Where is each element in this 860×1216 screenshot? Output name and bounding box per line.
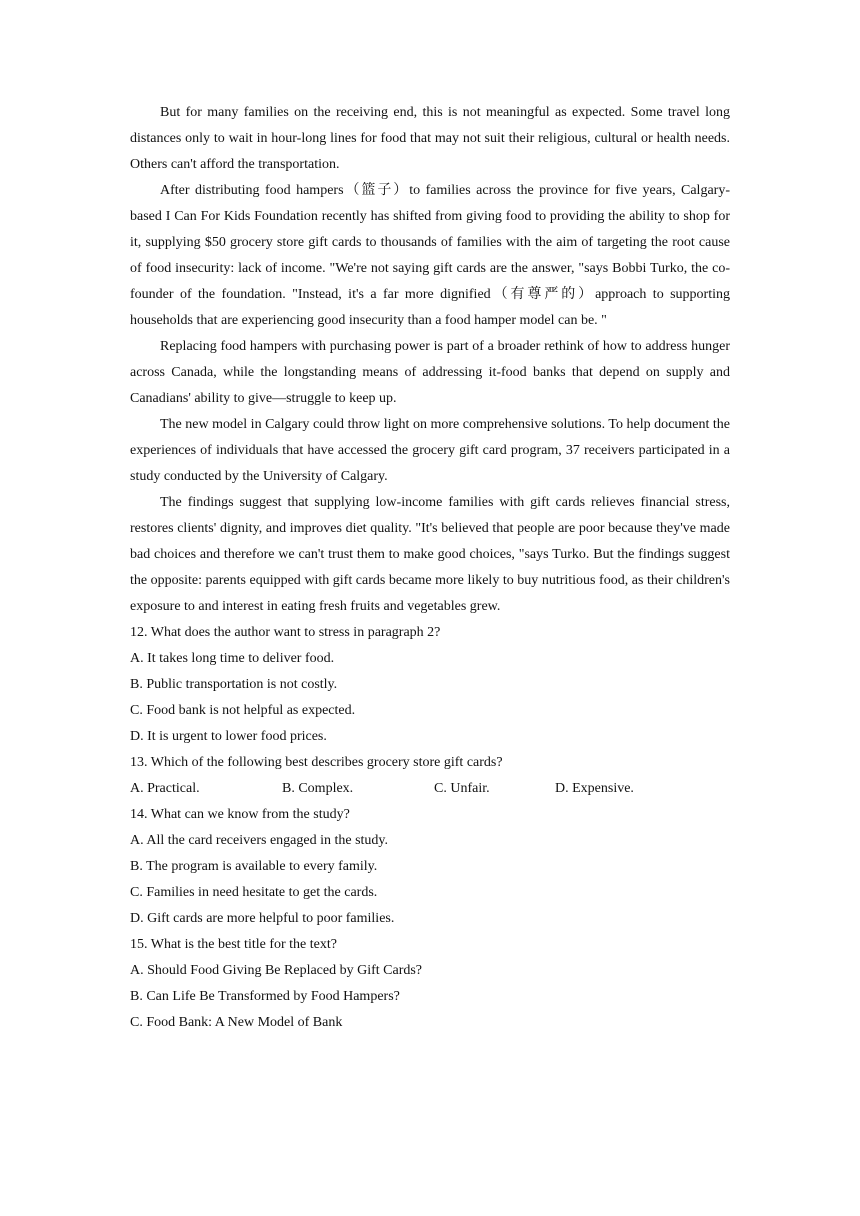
question-13	[130, 750, 730, 802]
question-stem: 15. What is the best title for the text?	[130, 937, 337, 952]
option-a: A. All the card receivers engaged in the study.	[130, 833, 389, 848]
option-a: A. Practical.	[130, 781, 200, 796]
option-a: A. It takes long time to deliver food.	[130, 651, 335, 666]
question-stem: 12. What does the author want to stress in paragraph 2?	[130, 625, 441, 640]
question-15	[130, 932, 730, 1036]
document-page	[130, 100, 730, 1036]
passage-paragraph-5: The findings suggest that supplying low-income families with gift cards relieves financial stress, restores clients' dignity, and improves diet quality. "It's believed that people are poor because they've made bad choices and therefore we can't trust them to make good choices, "says Turko. But the findings suggest the opposite: parents equipped with gift cards became more likely to buy nutritious food, as their children's exposure to and interest in eating fresh fruits and vegetables grew.	[130, 495, 730, 614]
option-c: C. Unfair.	[434, 781, 490, 796]
option-c: C. Food Bank: A New Model of Bank	[130, 1015, 343, 1030]
question-14	[130, 802, 730, 932]
passage-paragraph-2: After distributing food hampers（篮子）to families across the province for five years, Calgary-based I Can For Kids Foundation recently has shifted from giving food to providing the ability to shop for it, supplying $50 grocery store gift cards to thousands of families with the aim of targeting the root cause of food insecurity: lack of income. "We're not saying gift cards are the answer, "says Bobbi Turko, the co-founder of the foundation. "Instead, it's a far more dignified（有尊严的）approach to supporting households that are experiencing good insecurity than a food hamper model can be. "	[130, 183, 730, 328]
question-stem: 13. Which of the following best describes grocery store gift cards?	[130, 755, 503, 770]
option-d: D. It is urgent to lower food prices.	[130, 729, 327, 744]
option-b: B. Public transportation is not costly.	[130, 677, 338, 692]
passage-paragraph-3: Replacing food hampers with purchasing power is part of a broader rethink of how to address hunger across Canada, while the longstanding means of addressing it-food banks that depend on supply and Canadians' ability to give—struggle to keep up.	[130, 339, 730, 406]
option-b: B. The program is available to every family.	[130, 859, 378, 874]
option-a: A. Should Food Giving Be Replaced by Gift Cards?	[130, 963, 423, 978]
question-stem: 14. What can we know from the study?	[130, 807, 350, 822]
option-c: C. Food bank is not helpful as expected.	[130, 703, 356, 718]
passage-paragraph-1: But for many families on the receiving end, this is not meaningful as expected. Some travel long distances only to wait in hour-long lines for food that may not suit their religious, cultural or health needs. Others can't afford the transportation.	[130, 105, 730, 172]
option-d: D. Gift cards are more helpful to poor families.	[130, 911, 395, 926]
option-d: D. Expensive.	[555, 781, 634, 796]
option-c: C. Families in need hesitate to get the cards.	[130, 885, 378, 900]
question-12	[130, 620, 730, 750]
option-b: B. Complex.	[282, 781, 354, 796]
passage-paragraph-4: The new model in Calgary could throw light on more comprehensive solutions. To help document the experiences of individuals that have accessed the grocery gift card program, 37 receivers participated in a study conducted by the University of Calgary.	[130, 417, 730, 484]
option-b: B. Can Life Be Transformed by Food Hampers?	[130, 989, 400, 1004]
options-row	[130, 776, 730, 802]
